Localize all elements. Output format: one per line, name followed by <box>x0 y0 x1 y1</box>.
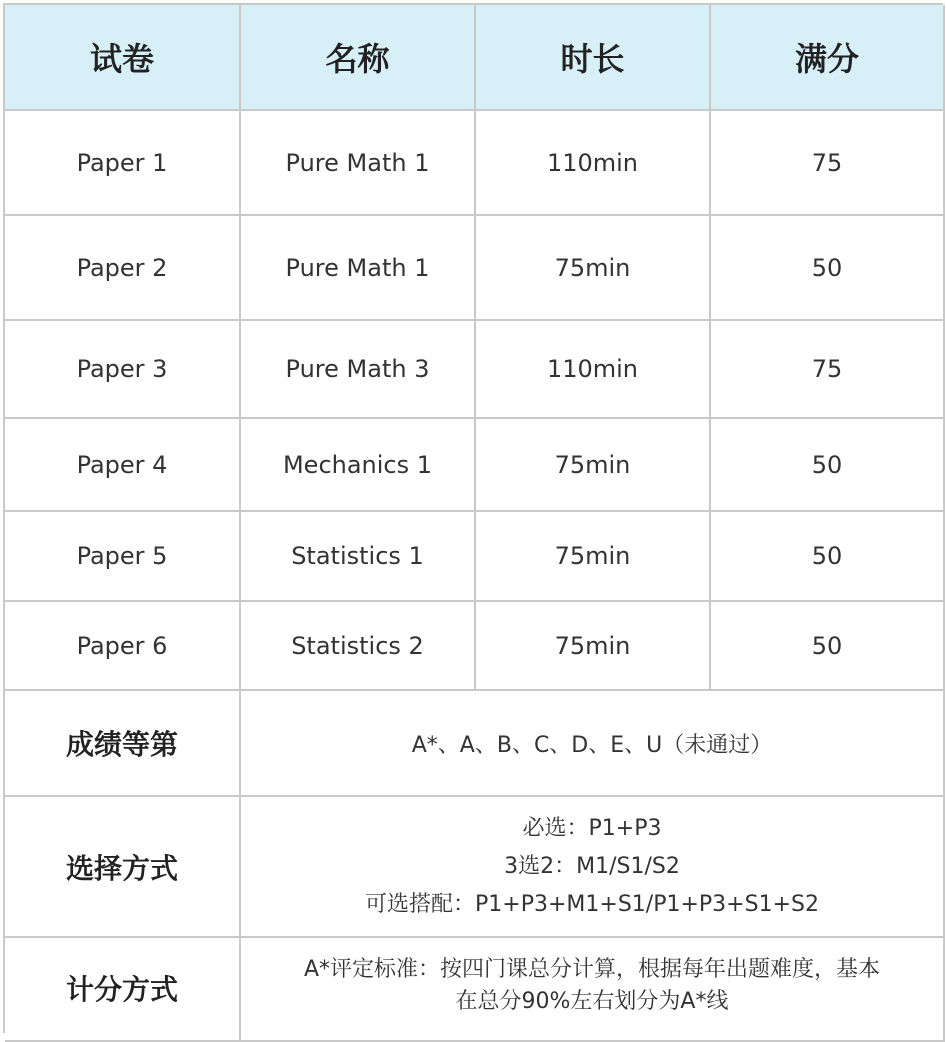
cell-text: 75 <box>811 355 843 383</box>
cell-text: 75min <box>554 631 631 660</box>
cell-text: Paper 6 <box>76 631 168 660</box>
cell-text: Paper 3 <box>76 355 168 383</box>
grades-label: 成绩等第 <box>65 728 178 761</box>
cell-text: 75 <box>811 148 843 177</box>
table-row-1-name <box>241 111 476 216</box>
table-row-2-score <box>711 216 945 321</box>
cell-text: Statistics 2 <box>291 631 424 660</box>
selection-required: 必选：P1+P3 <box>522 815 662 841</box>
grades-value-cell <box>241 691 945 797</box>
table-row-4-duration <box>476 419 711 512</box>
cell-text: 110min <box>546 355 639 383</box>
header-name-label: 名称 <box>325 40 390 78</box>
scoring-label: 计分方式 <box>65 973 178 1006</box>
cell-text: 50 <box>811 450 843 479</box>
cell-text: 50 <box>811 253 843 282</box>
cell-text: 50 <box>811 542 843 570</box>
table-row-5-paper <box>5 512 241 602</box>
table-row-6-paper <box>5 602 241 691</box>
table-row-4-score <box>711 419 945 512</box>
table-row-3-score <box>711 321 945 419</box>
cell-text: Pure Math 1 <box>285 148 430 177</box>
cell-text: Pure Math 1 <box>285 253 430 282</box>
scoring-rule-line-2: 在总分90%左右划分为A*线 <box>455 989 729 1014</box>
cell-text: 50 <box>811 631 843 660</box>
header-score-label: 满分 <box>794 40 859 78</box>
table-row-3-paper <box>5 321 241 419</box>
cell-text: 75min <box>554 542 631 570</box>
table-row-1-score <box>711 111 945 216</box>
scoring-label-cell <box>5 938 241 1042</box>
table-row-5-duration <box>476 512 711 602</box>
header-score <box>711 5 945 111</box>
table-row-3-name <box>241 321 476 419</box>
selection-combos: 可选搭配：P1+P3+M1+S1/P1+P3+S1+S2 <box>365 891 819 917</box>
scoring-value-cell <box>241 938 945 1042</box>
cell-text: 75min <box>554 450 631 479</box>
table-row-5-score <box>711 512 945 602</box>
cell-text: 75min <box>554 253 631 282</box>
table-row-2-name <box>241 216 476 321</box>
table-row-4-name <box>241 419 476 512</box>
cell-text: Paper 1 <box>76 148 168 177</box>
cell-text: Statistics 1 <box>291 542 424 570</box>
table-row-6-name <box>241 602 476 691</box>
cell-text: Paper 2 <box>76 253 168 282</box>
table-row-6-score <box>711 602 945 691</box>
table-row-2-duration <box>476 216 711 321</box>
selection-label: 选择方式 <box>65 851 178 885</box>
header-name <box>241 5 476 111</box>
cell-text: Pure Math 3 <box>285 355 430 383</box>
grades-value: A*、A、B、C、D、E、U（未通过） <box>411 732 773 758</box>
header-duration-label: 时长 <box>560 40 625 78</box>
selection-value-cell <box>241 797 945 938</box>
table-row-1-duration <box>476 111 711 216</box>
table-row-4-paper <box>5 419 241 512</box>
scoring-rule-line-1: A*评定标准：按四门课总分计算，根据每年出题难度，基本 <box>303 957 881 982</box>
table-row-1-paper <box>5 111 241 216</box>
header-duration <box>476 5 711 111</box>
header-paper-label: 试卷 <box>89 40 154 78</box>
selection-label-cell <box>5 797 241 938</box>
table-row-2-paper <box>5 216 241 321</box>
grades-label-cell <box>5 691 241 797</box>
table-row-6-duration <box>476 602 711 691</box>
table-row-3-duration <box>476 321 711 419</box>
table-row-5-name <box>241 512 476 602</box>
header-paper <box>5 5 241 111</box>
exam-table <box>3 3 943 1033</box>
cell-text: Paper 5 <box>76 542 168 570</box>
cell-text: 110min <box>546 148 639 177</box>
selection-choose: 3选2：M1/S1/S2 <box>504 853 680 879</box>
cell-text: Mechanics 1 <box>282 450 433 479</box>
cell-text: Paper 4 <box>76 450 168 479</box>
